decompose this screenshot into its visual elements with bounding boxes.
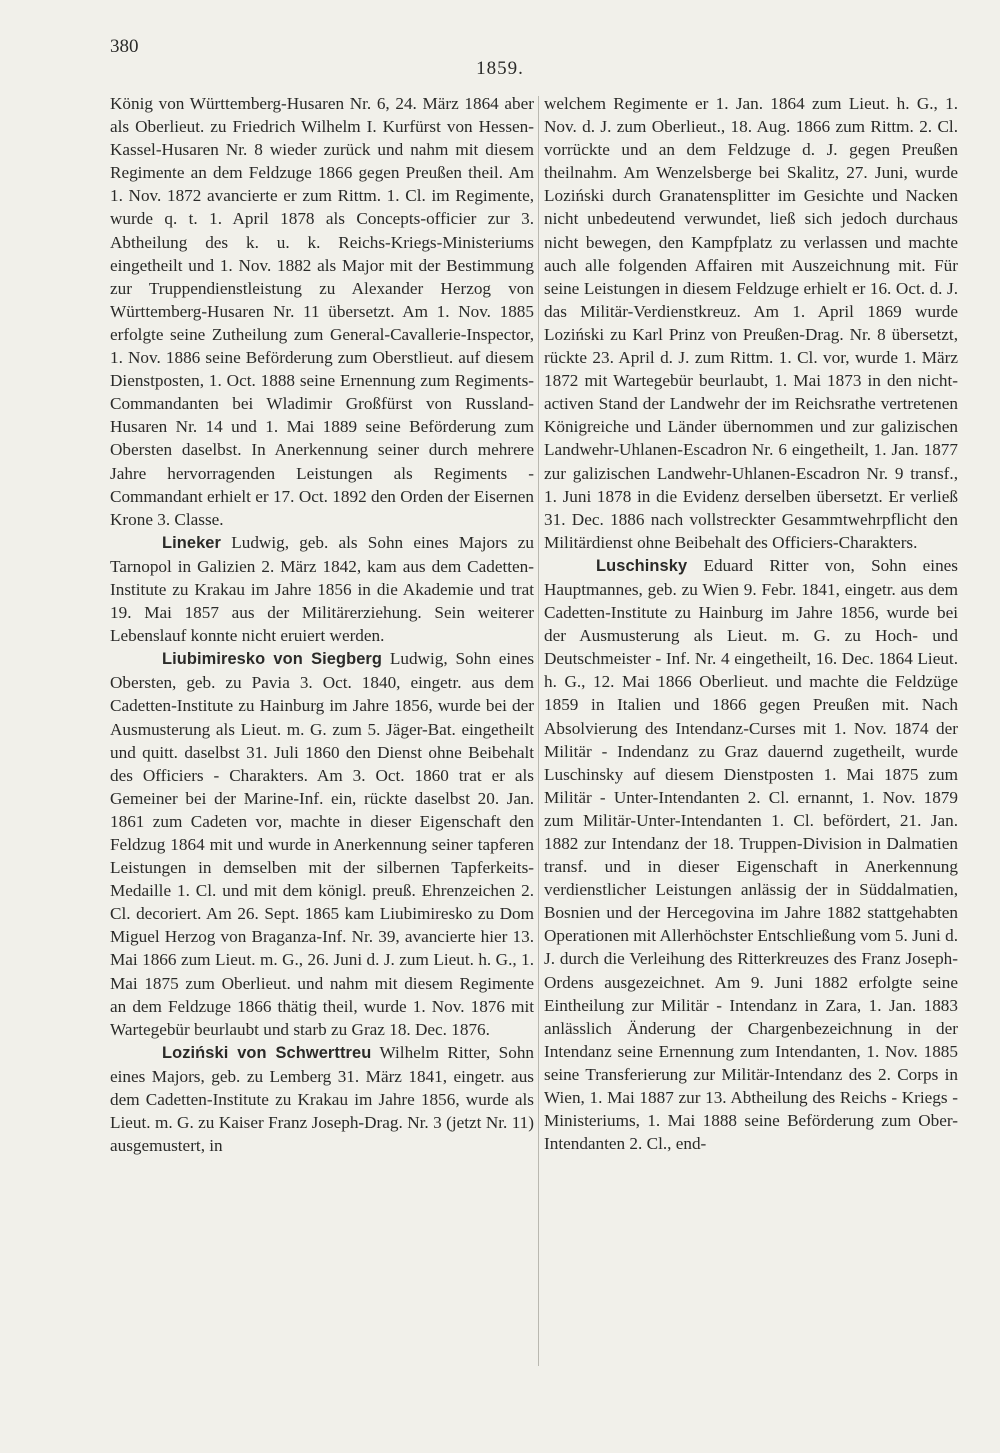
entry-text: Wilhelm Ritter, Sohn eines Majors, geb. zu Lemberg 31. März 1841, eingetr. aus dem Cadetten-Institute zu Krakau im Jahre 1856, wurde als Lieut. m. G. zu Kaiser Franz Joseph-Drag. Nr. 3 (jetzt Nr. 11) ausgemustert, in [110, 1042, 535, 1156]
continuation-paragraph: welchem Regimente er 1. Jan. 1864 zum Lieut. h. G., 1. Nov. d. J. zum Oberlieut., 18. Aug. 1866 zum Rittm. 2. Cl. vorrückte und an dem Feldzuge d. J. gegen Preußen theilnahm. Am Wenzelsberge bei Skalitz, 27. Juni, wurde Loziński durch Granatensplitter im Gesichte und Nacken nicht unbedeutend verwundet, ließ sich jedoch durchaus nicht bewegen, den Kampfplatz zu verlassen und machte auch alle folgenden Affairen mit Auszeichnung mit. Für seine Leistungen in diesem Feldzuge erhielt er 16. Oct. d. J. das Militär-Verdienstkreuz. Am 1. April 1869 wurde Loziński zu Karl Prinz von Preußen-Drag. Nr. 8 übersetzt, rückte 23. April d. J. zum Rittm. 1. Cl. vor, wurde 1. März 1872 mit Wartegebür beurlaubt, 1. Mai 1873 in den nicht-activen Stand der Landwehr der im Reichsrathe vertretenen Königreiche und Länder übernommen und zur galizischen Landwehr-Uhlanen-Escadron Nr. 6 eingetheilt, 1. Jan. 1877 zur galizischen Landwehr-Uhlanen-Escadron Nr. 9 transf., 1. Juni 1878 in die Evidenz derselben übersetzt. Er verließ 31. Dec. 1886 nach vollstreckter Gesammtwehrpflicht den Militärdienst ohne Beibehalt des Officiers-Charakters. [544, 94, 958, 552]
continuation-paragraph: König von Württemberg-Husaren Nr. 6, 24. März 1864 aber als Oberlieut. zu Friedrich Wilhelm I. Kurfürst von Hessen-Kassel-Husaren Nr. 8 wieder zurück und nahm mit diesem Regimente an dem Feldzuge 1866 gegen Preußen theil. Am 1. Nov. 1872 avancierte er zum Rittm. 1. Cl. im Regimente, wurde q. t. 1. April 1878 als Concepts-officier zur 3. Abtheilung des k. u. k. Reichs-Kriegs-Ministeriums eingetheilt und 1. Nov. 1882 als Major mit der Bestimmung zur Truppendienstleistung zu Alexander Herzog von Württemberg-Husaren Nr. 11 übersetzt. Am 1. Nov. 1885 erfolgte seine Zutheilung zum General-Cavallerie-Inspector, 1. Nov. 1886 seine Beförderung zum Oberstlieut. auf diesem Dienstposten, 1. Oct. 1888 seine Ernennung zum Regiments-Commandanten bei Wladimir Großfürst von Russland-Husaren Nr. 14 und 1. Mai 1889 seine Beförderung zum Obersten daselbst. In Anerkennung seiner durch mehrere Jahre hervorragenden Leistungen als Regiments - Commandant erhielt er 17. Oct. 1892 den Orden der Eisernen Krone 3. Classe. [110, 94, 534, 529]
page-year-heading: 1859. [476, 58, 524, 79]
page-number: 380 [110, 36, 139, 57]
entry-liubimiresko [110, 647, 534, 1041]
entry-text: Ludwig, Sohn eines Obersten, geb. zu Pavia 3. Oct. 1840, eingetr. aus dem Cadetten-Institute zu Hainburg im Jahre 1856, wurde bei der Ausmusterung als Lieut. m. G. zum 5. Jäger-Bat. eingetheilt und quitt. daselbst 31. Juli 1860 den Dienst ohne Beibehalt des Officiers - Charakters. Am 3. Oct. 1860 trat er als Gemeiner bei der Marine-Inf. ein, rückte daselbst 20. Jan. 1861 zum Cadeten vor, machte in dieser Eigenschaft den Feldzug 1864 mit und wurde in Anerkennung seiner tapferen Leistungen in demselben mit der silbernen Tapferkeits-Medaille 1. Cl. und mit dem königl. preuß. Ehrenzeichen 2. Cl. decoriert. Am 26. Sept. 1865 kam Liubimiresko zu Dom Miguel Herzog von Braganza-Inf. Nr. 39, avancierte hier 13. Mai 1866 zum Lieut. m. G., 26. Juni d. J. zum Lieut. h. G., 1. Mai 1875 zum Oberlieut. und nahm mit diesem Regimente an dem Feldzuge 1866 thätig theil, wurde 1. Nov. 1876 mit Wartegebür beurlaubt und starb zu Graz 18. Dec. 1876. [110, 649, 535, 1039]
entry-lozinski [110, 1041, 534, 1157]
entry-luschinsky [544, 554, 958, 1155]
right-column [544, 92, 958, 1155]
entry-text: Ludwig, geb. als Sohn eines Majors zu Tarnopol in Galizien 2. März 1842, kam aus dem Cadetten-Institute zu Krakau im Jahre 1856 in die Akademie und trat 19. Mai 1857 aus der Militärerziehung. Sein weiterer Lebenslauf konnte nicht eruiert werden. [110, 532, 534, 646]
left-column [110, 92, 534, 1157]
entry-name: Luschinsky [596, 556, 688, 575]
entry-name: Liubimiresko von Siegberg [162, 650, 383, 669]
entry-lineker [110, 531, 534, 647]
entry-name: Lineker [162, 533, 222, 552]
column-divider [538, 96, 539, 1366]
entry-name: Loziński von Schwerttreu [162, 1043, 372, 1062]
entry-text: Eduard Ritter von, Sohn eines Hauptmannes, geb. zu Wien 9. Febr. 1841, eingetr. aus dem Cadetten-Institute zu Hainburg im Jahre 1856, wurde bei der Ausmusterung als Lieut. m. G. zu Hoch- und Deutschmeister - Inf. Nr. 4 eingetheilt, 16. Dec. 1864 Lieut. h. G., 12. Mai 1866 Oberlieut. und machte die Feldzüge 1859 in Italien und 1866 gegen Preußen mit. Nach Absolvierung des Intendanz-Curses mit 1. Nov. 1874 der Militär - Indendanz zu Graz dauernd zugetheilt, wurde Luschinsky auf diesem Dienstposten 1. Mai 1875 zum Militär - Unter-Intendanten 2. Cl. ernannt, 1. Nov. 1879 zum Militär-Unter-Intendanten 1. Cl. befördert, 21. Jan. 1882 zur Intendanz der 18. Truppen-Division in Dalmatien transf. und in dieser Eigenschaft in Anerkennung verdienstlicher Leistungen anlässig der in Süddalmatien, Bosnien und der Hercegovina im Jahre 1882 stattgehabten Operationen mit Allerhöchster Entschließung vom 5. Juni d. J. durch die Verleihung des Ritterkreuzes des Franz Joseph-Ordens ausgezeichnet. Am 9. Juni 1882 erfolgte seine Eintheilung zur Militär - Intendanz in Zara, 1. Jan. 1883 anlässlich Änderung der Chargenbezeichnung in der Intendanz seine Ernennung zum Intendanten, 1. Nov. 1885 seine Transferierung zur Militär-Intendanz des 2. Corps in Wien, 1. Mai 1887 zur 13. Abtheilung des Reichs - Kriegs - Ministeriums, 1. Mai 1888 seine Beförderung zum Ober-Intendanten 2. Cl., end- [544, 555, 958, 1154]
